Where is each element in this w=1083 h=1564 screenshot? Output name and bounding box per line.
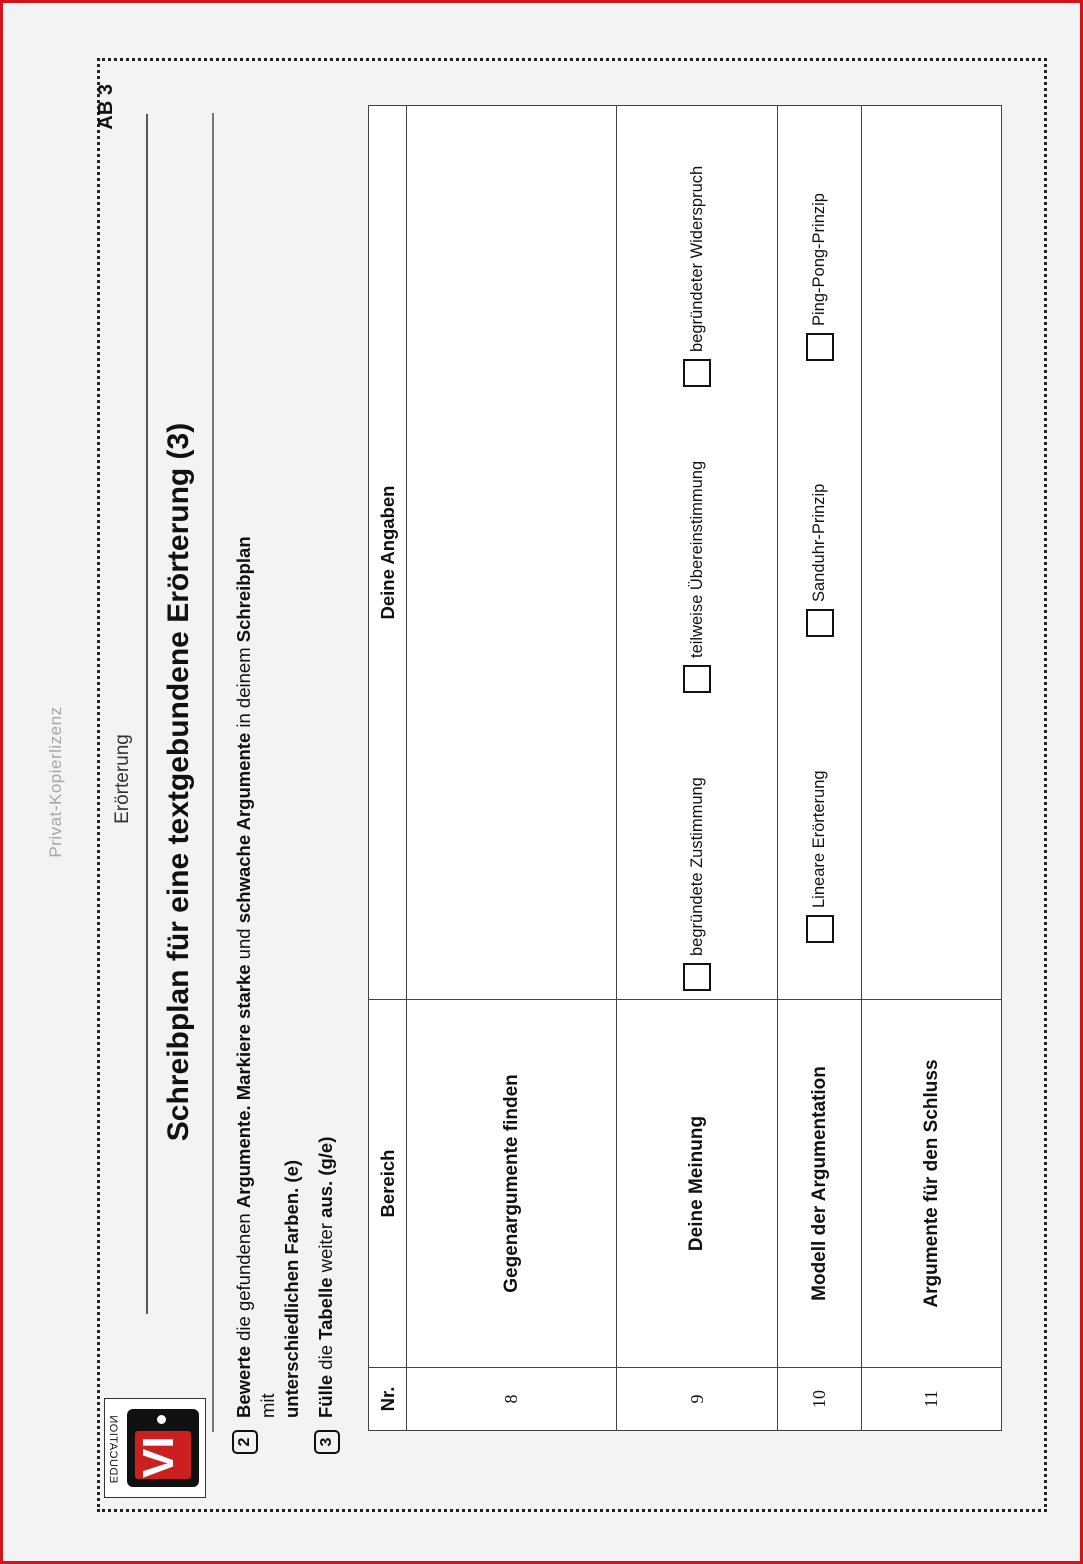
- row-number: 8: [407, 1368, 617, 1431]
- task-text: [314, 518, 338, 1418]
- table-row: [862, 106, 1002, 1431]
- task-keyword: aus. (g/e): [315, 1136, 336, 1218]
- checkbox[interactable]: [806, 333, 834, 361]
- option-linear[interactable]: [806, 770, 834, 943]
- col-header-nr: Nr.: [369, 1368, 407, 1431]
- col-header-bereich: Bereich: [369, 1000, 407, 1368]
- task-fragment: in deinem: [233, 642, 254, 733]
- task-line-2: unterschiedlichen Farben. (e): [281, 1159, 302, 1418]
- task-fragment: weiter: [315, 1217, 336, 1278]
- row-answer-field: [778, 106, 862, 1000]
- task-fragment: die gefundenen: [233, 1208, 254, 1347]
- row-answer-field[interactable]: [862, 106, 1002, 1000]
- logo-text: EDUCATION: [107, 1414, 119, 1484]
- table-header-row: [369, 106, 407, 1431]
- checkbox[interactable]: [683, 665, 711, 693]
- task-text: [232, 518, 304, 1418]
- subject-label: Erörterung: [112, 734, 133, 824]
- logo-letters: VI: [134, 1436, 183, 1478]
- writing-plan-table: [368, 105, 1002, 1431]
- task-keyword: Fülle: [315, 1374, 336, 1418]
- option-label: Sanduhr-Prinzip: [810, 483, 828, 602]
- option-sanduhr[interactable]: [806, 484, 834, 637]
- checkbox[interactable]: [806, 609, 834, 637]
- task-number: 3: [314, 1430, 340, 1454]
- option-label: begründete Zustimmung: [687, 777, 706, 956]
- task-keyword: Tabelle: [315, 1277, 336, 1340]
- row-answer-field: [617, 106, 778, 1000]
- task-keyword: Bewerte: [233, 1346, 254, 1418]
- table-row: [407, 106, 617, 1431]
- option-teilweise[interactable]: [683, 461, 711, 693]
- page-title: Schreibplan für eine textgebundene Erörterung (3): [162, 422, 195, 1142]
- task-fragment: die: [315, 1339, 336, 1375]
- row-bereich: Argumente für den Schluss: [862, 1000, 1002, 1368]
- task-keyword: Argumente. Markiere starke: [233, 964, 254, 1209]
- checkbox[interactable]: [683, 963, 711, 991]
- table-row: [617, 106, 778, 1431]
- row-number: 11: [862, 1368, 1002, 1431]
- col-header-angaben: Deine Angaben: [369, 106, 407, 1000]
- task-keyword: schwache Argumente: [233, 732, 254, 924]
- task-number: 2: [232, 1430, 258, 1454]
- title-divider: [212, 113, 214, 1432]
- task-fragment: und: [233, 923, 254, 965]
- checkbox[interactable]: [683, 359, 711, 387]
- row-number: 9: [617, 1368, 778, 1431]
- row-bereich: Gegenargumente finden: [407, 1000, 617, 1368]
- header-divider: [146, 114, 148, 1314]
- row-bereich: Deine Meinung: [617, 1000, 778, 1368]
- task-3: [314, 518, 340, 1454]
- row-number: 10: [778, 1368, 862, 1431]
- option-label: Lineare Erörterung: [810, 770, 828, 908]
- row-bereich: Modell der Argumentation: [778, 1000, 862, 1368]
- checkbox[interactable]: [806, 915, 834, 943]
- task-fragment: mit: [257, 1393, 278, 1418]
- sheet-number: AB 3: [95, 84, 117, 130]
- option-widerspruch[interactable]: [683, 166, 711, 387]
- option-pingpong[interactable]: [806, 193, 834, 361]
- option-label: teilweise Übereinstimmung: [687, 460, 706, 658]
- license-note: Privat-Kopierlizenz: [46, 706, 65, 858]
- option-label: Ping-Pong-Prinzip: [810, 193, 828, 326]
- table-row: [778, 106, 862, 1431]
- option-zustimmung[interactable]: [683, 777, 711, 991]
- task-2: [232, 518, 304, 1454]
- option-label: begründeter Widerspruch: [687, 165, 706, 352]
- task-keyword: Schreibplan: [233, 536, 254, 643]
- row-answer-field[interactable]: [407, 106, 617, 1000]
